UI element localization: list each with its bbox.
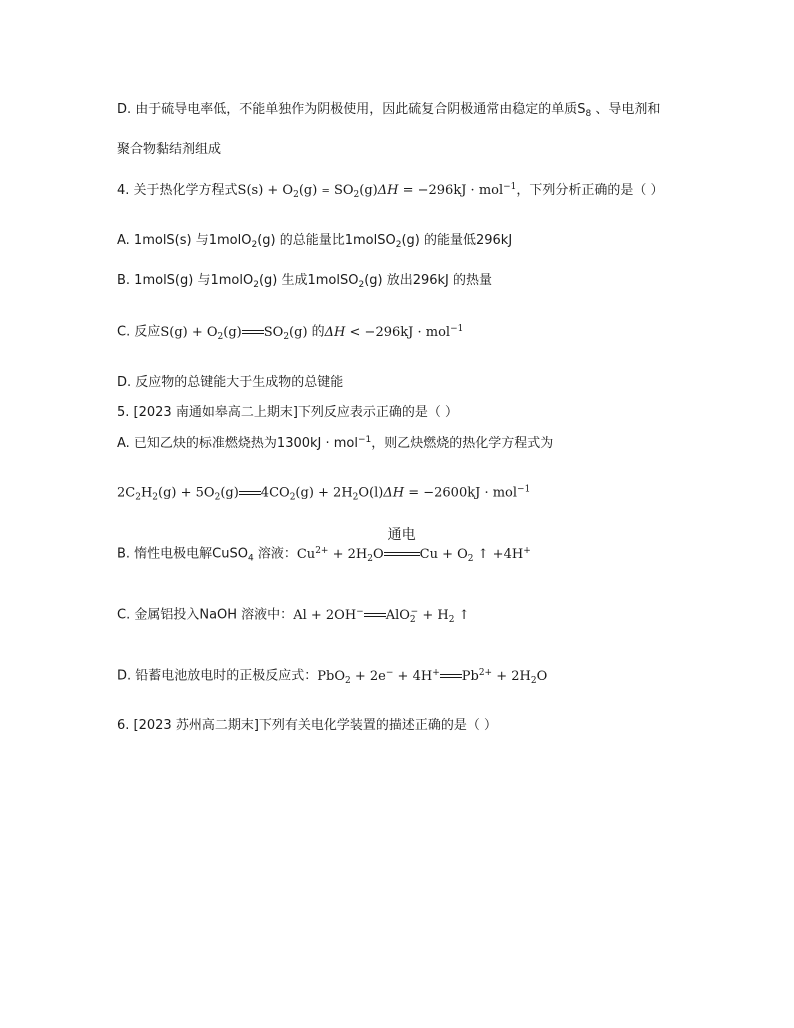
- q3-option-d-continued: 聚合物黏结剂组成: [117, 142, 222, 157]
- q4-equation: $S(s) + O_2(g) = SO_2(g)\Delta H = -296kJ \cdot mol^{-1}$: [237, 182, 517, 200]
- q5-option-a: A. 已知乙炔的标准燃烧热为1300kJ · mol$^{-1}$，则乙炔燃烧的热化学方程式为: [117, 435, 554, 451]
- q4-option-c: C. 反应$S(g) + O_2(g)$ $SO_2(g)$ 的ΔH < −296kJ · mol$^{-1}$: [117, 323, 464, 342]
- q4-option-b: B. 1molS(g) 与1molO$_2$(g) 生成1molSO$_2$(g) 放出296kJ 的热量: [117, 273, 493, 290]
- q3-option-d: D. 由于硫导电率低，不能单独作为阴极使用，因此硫复合阴极通常由稳定的单质$S_8$ 、导电剂和: [117, 102, 661, 119]
- q4-option-a: A. 1molS(s) 与1molO$_2$(g) 的总能量比1molSO$_2$(g) 的能量低296kJ: [117, 233, 513, 250]
- q5-option-a-equation: $2C_2H_2(g) + 5O_2(g) 4CO_2(g) + 2H_2O(l)\Delta H = -2600kJ \cdot mol^{-1}$: [117, 484, 531, 503]
- q6-stem: 6. [2023 苏州高二期末]下列有关电化学装置的描述正确的是（ ）: [117, 718, 498, 733]
- q4-stem: 4. 关于热化学方程式$S(s) + O_2(g) = SO_2(g)\Delta H = -296kJ \cdot mol^{-1}$，下列分析正确的是（ ）: [117, 182, 664, 200]
- q5-option-b: B. 惰性电极电解CuSO$_4$ 溶液：$Cu^{2+} + 2H_2O$ 通电 $Cu + O_2$ ↑ +4H+: [117, 527, 531, 564]
- q4-option-d: D. 反应物的总键能大于生成物的总键能: [117, 375, 344, 390]
- q3-option-d-text: D. 由于硫导电率低，不能单独作为阴极使用，因此硫复合阴极通常由稳定的单质S: [117, 102, 586, 117]
- electrolysis-condition: 通电: [387, 527, 416, 543]
- q5-option-c: C. 金属铝投入NaOH 溶液中：Al + 2OH− $AlO_2^- + H_2$ ↑: [117, 606, 470, 625]
- q5-option-d: D. 铅蓄电池放电时的正极反应式：PbO$_2$ + 2e− + 4H+ $Pb^{2+} + 2H_2O$: [117, 667, 548, 686]
- q5-stem: 5. [2023 南通如皋高二上期末]下列反应表示正确的是（ ）: [117, 405, 459, 420]
